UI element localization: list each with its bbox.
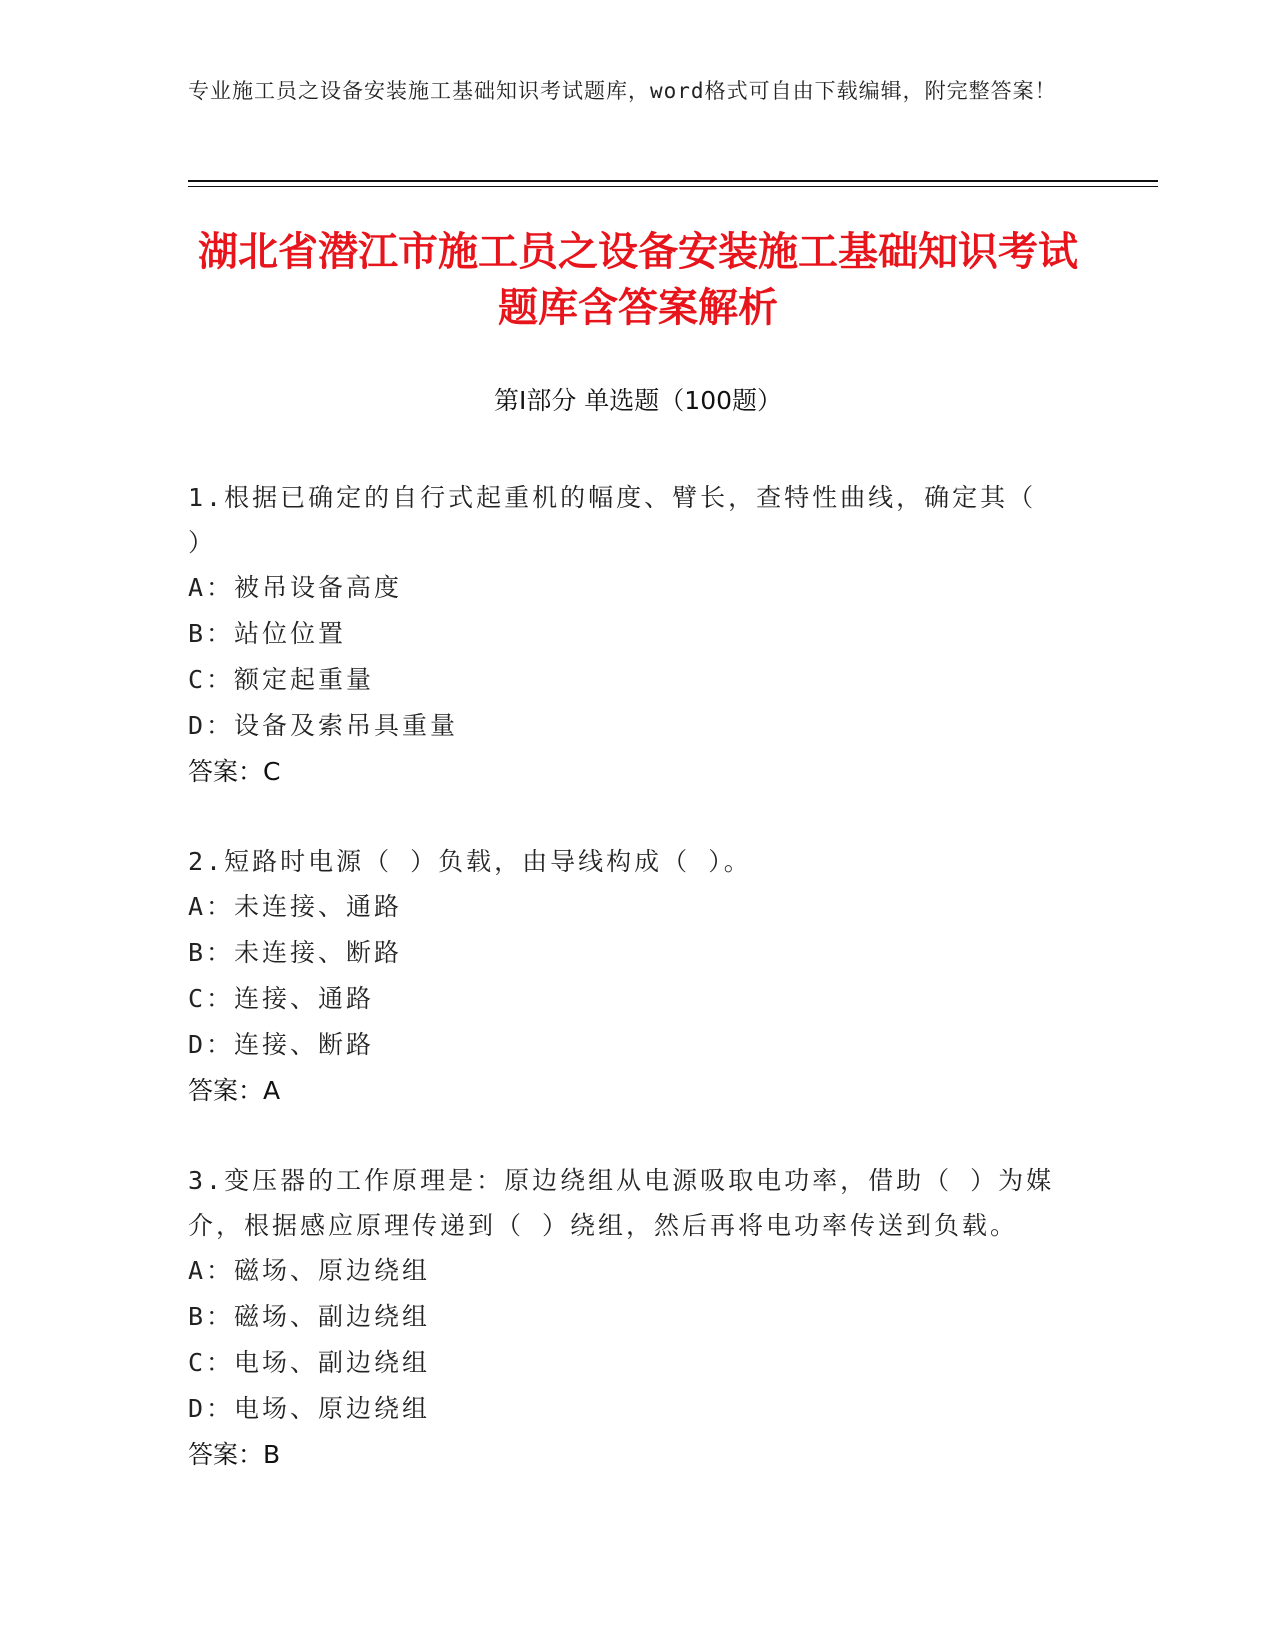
option-b: B：未连接、断路 [188,938,403,967]
option-b: B：站位位置 [188,619,347,648]
option-c: C：电场、副边绕组 [188,1348,431,1377]
question-stem: 3.变压器的工作原理是：原边绕组从电源吸取电功率，借助（ ）为媒介，根据感应原理传递到（ ）绕组，然后再将电功率传送到负载。 [188,1166,1055,1240]
option-a: A：被吊设备高度 [188,573,403,602]
option-c: C：连接、通路 [188,984,375,1013]
question-stem: 1.根据已确定的自行式起重机的幅度、臂长，查特性曲线，确定其（ ） [188,483,1037,557]
question-block [188,1158,1068,1478]
answer-line: 答案：B [188,1440,281,1469]
option-d: D：设备及索吊具重量 [188,711,459,740]
option-d: D：连接、断路 [188,1030,375,1059]
option-b: B：磁场、副边绕组 [188,1302,431,1331]
header-note: 专业施工员之设备安装施工基础知识考试题库，word格式可自由下载编辑，附完整答案！ [188,79,1057,103]
question-block [188,475,1068,795]
question-block [188,839,1068,1114]
option-d: D：电场、原边绕组 [188,1394,431,1423]
section-heading: 第Ⅰ部分 单选题（100题） [493,386,783,415]
question-stem: 2.短路时电源（ ）负载，由导线构成（ ）。 [188,847,752,876]
document-title: 湖北省潜江市施工员之设备安装施工基础知识考试题库含答案解析 [198,229,1078,331]
option-a: A：未连接、通路 [188,892,403,921]
header-divider-thick [188,180,1158,182]
option-a: A：磁场、原边绕组 [188,1256,431,1285]
answer-line: 答案：A [188,1076,281,1105]
header-divider-thin [188,186,1158,187]
answer-line: 答案：C [188,757,281,786]
option-c: C：额定起重量 [188,665,375,694]
